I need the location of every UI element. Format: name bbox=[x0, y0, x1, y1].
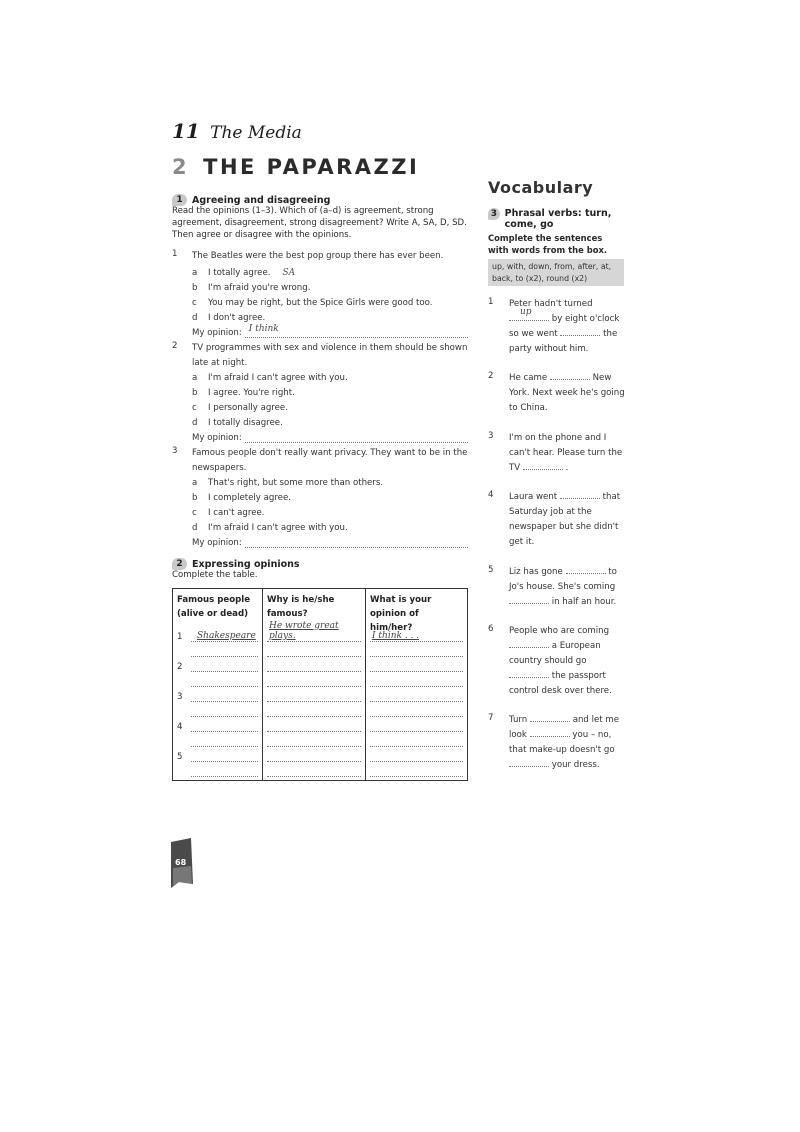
text: that Saturday job at the newspaper but she didn't get it. bbox=[509, 492, 621, 547]
option-letter: a bbox=[192, 268, 198, 278]
answer-blank[interactable] bbox=[509, 307, 549, 321]
option-text: I totally agree. bbox=[208, 268, 271, 278]
opinion-line[interactable] bbox=[172, 326, 468, 341]
lesson-title-text: THE PAPARAZZI bbox=[203, 155, 420, 179]
answer-blank[interactable] bbox=[267, 691, 361, 702]
text: People who are coming bbox=[509, 626, 610, 636]
text: to Jo's house. She's coming bbox=[509, 567, 617, 592]
answer-blank[interactable] bbox=[370, 676, 463, 687]
option bbox=[172, 266, 468, 281]
answer-blank[interactable] bbox=[560, 328, 600, 336]
table-row[interactable] bbox=[177, 672, 258, 687]
question-text: TV programmes with sex and violence in them should be shown late at night. bbox=[192, 343, 468, 368]
exercise-2-instruction: Complete the table. bbox=[172, 570, 258, 580]
option bbox=[172, 401, 468, 416]
text: Peter hadn't turned bbox=[509, 299, 593, 309]
opinion-line[interactable] bbox=[172, 536, 468, 551]
answer-blank[interactable] bbox=[530, 714, 570, 722]
table-row[interactable] bbox=[177, 747, 258, 762]
answer-blank[interactable] bbox=[370, 721, 463, 732]
option-text: I totally disagree. bbox=[208, 418, 283, 428]
opinion-label: My opinion: bbox=[192, 538, 242, 548]
column-header: Famous people (alive or dead) bbox=[177, 595, 251, 619]
question-number: 1 bbox=[172, 249, 178, 259]
text: your dress. bbox=[551, 760, 600, 770]
answer-blank[interactable] bbox=[191, 721, 258, 732]
option bbox=[172, 281, 468, 296]
text: and let me look bbox=[509, 715, 620, 740]
answer-blank[interactable] bbox=[509, 596, 549, 604]
answer-blank[interactable] bbox=[370, 661, 463, 672]
row-number: 3 bbox=[177, 692, 183, 702]
option bbox=[172, 506, 468, 521]
answer-blank[interactable] bbox=[523, 462, 563, 470]
table-row[interactable] bbox=[177, 702, 258, 717]
answer-blank[interactable] bbox=[191, 736, 258, 747]
opinion-line[interactable] bbox=[172, 431, 468, 446]
answer-blank[interactable] bbox=[267, 736, 361, 747]
answer-blank[interactable] bbox=[370, 631, 463, 642]
question bbox=[172, 446, 468, 476]
unit-header bbox=[172, 119, 302, 143]
exercise-badge: 2 bbox=[172, 558, 187, 570]
answer-blank[interactable] bbox=[509, 640, 549, 648]
exercise-3-heading bbox=[488, 208, 628, 230]
text: I'm on the phone and I can't hear. Please turn the TV bbox=[509, 433, 623, 473]
table-row[interactable] bbox=[177, 642, 258, 657]
option-text: That's right, but some more than others. bbox=[208, 478, 384, 488]
table-column-people bbox=[173, 589, 263, 780]
exercise-title: Phrasal verbs: turn, come, go bbox=[504, 208, 612, 230]
option-letter: a bbox=[192, 478, 198, 488]
item-number: 4 bbox=[488, 490, 494, 500]
lesson-number: 2 bbox=[172, 155, 190, 179]
question-text: The Beatles were the best pop group there has ever been. bbox=[192, 251, 444, 261]
question-number: 3 bbox=[172, 446, 178, 456]
option-text: I can't agree. bbox=[208, 508, 265, 518]
exercise-1-questions bbox=[172, 249, 468, 551]
answer-blank[interactable] bbox=[267, 621, 361, 642]
row-number: 4 bbox=[177, 722, 183, 732]
answer-blank[interactable] bbox=[191, 646, 258, 657]
option-text: I'm afraid I can't agree with you. bbox=[208, 523, 348, 533]
answer-blank[interactable] bbox=[267, 751, 361, 762]
item-number: 1 bbox=[488, 297, 494, 307]
answer-blank[interactable] bbox=[370, 691, 463, 702]
option-letter: c bbox=[192, 508, 197, 518]
exercise-badge: 3 bbox=[488, 208, 500, 220]
answer-blank[interactable] bbox=[267, 766, 361, 777]
text: the passport control desk over there. bbox=[509, 671, 612, 696]
text: in half an hour. bbox=[551, 597, 617, 607]
table-row[interactable] bbox=[177, 657, 258, 672]
table-column-opinion bbox=[366, 589, 467, 780]
opinion-blank[interactable] bbox=[245, 536, 468, 548]
option-text: I'm afraid you're wrong. bbox=[208, 283, 311, 293]
row-number: 2 bbox=[177, 662, 183, 672]
question-number: 2 bbox=[172, 341, 178, 351]
sentence-item bbox=[488, 565, 628, 610]
column-header: Why is he/she famous? bbox=[267, 595, 335, 619]
answer-blank[interactable] bbox=[191, 751, 258, 762]
option bbox=[172, 296, 468, 311]
option-letter: d bbox=[192, 523, 198, 533]
opinion-blank[interactable] bbox=[245, 431, 468, 443]
row-number: 5 bbox=[177, 752, 183, 762]
sentence-item bbox=[488, 297, 628, 357]
option-text: You may be right, but the Spice Girls were good too. bbox=[208, 298, 433, 308]
page-number: 68 bbox=[175, 858, 187, 867]
option-letter: c bbox=[192, 403, 197, 413]
text: Laura went bbox=[509, 492, 558, 502]
text: He came bbox=[509, 373, 548, 383]
exercise-title: Expressing opinions bbox=[192, 558, 300, 570]
table-row[interactable] bbox=[177, 687, 258, 702]
opinion-blank[interactable] bbox=[245, 326, 468, 338]
handwritten-answer[interactable]: SA bbox=[282, 268, 296, 278]
answer-blank[interactable] bbox=[267, 721, 361, 732]
answer-blank[interactable] bbox=[370, 736, 463, 747]
answer-blank[interactable] bbox=[191, 766, 258, 777]
answer-blank[interactable] bbox=[370, 646, 463, 657]
text: Liz has gone bbox=[509, 567, 563, 577]
vocabulary-title: Vocabulary bbox=[488, 178, 594, 197]
sentence-item bbox=[488, 371, 628, 416]
option-letter: b bbox=[192, 388, 198, 398]
sentence-item bbox=[488, 431, 628, 476]
option-text: I agree. You're right. bbox=[208, 388, 295, 398]
option-text: I personally agree. bbox=[208, 403, 288, 413]
column-header: What is your opinion of him/her? bbox=[370, 595, 432, 633]
handwritten-answer: Shakespeare bbox=[197, 631, 256, 641]
option-letter: b bbox=[192, 493, 198, 503]
exercise-3-instruction: Complete the sentences with words from the box. bbox=[488, 233, 608, 255]
option bbox=[172, 476, 468, 491]
handwritten-answer: I think . . . bbox=[372, 631, 420, 641]
answer-blank[interactable] bbox=[191, 631, 258, 642]
option bbox=[172, 386, 468, 401]
text: New York. Next week he's going to China. bbox=[509, 373, 625, 413]
answer-blank[interactable] bbox=[370, 751, 463, 762]
handwritten-answer: up bbox=[520, 307, 532, 317]
item-number: 6 bbox=[488, 624, 494, 634]
text: Turn bbox=[509, 715, 528, 725]
sentence-item bbox=[488, 624, 628, 699]
table-row[interactable] bbox=[177, 717, 258, 732]
exercise-1-instruction: Read the opinions (1–3). Which of (a–d) is agreement, strong agreement, disagreement, strong disagreement? Write A, SA, D, SD. Then agree or disagree with the opinions. bbox=[172, 206, 467, 240]
opinions-table bbox=[172, 588, 468, 781]
exercise-title: Agreeing and disagreeing bbox=[192, 194, 331, 206]
text: the party without him. bbox=[509, 329, 618, 354]
option bbox=[172, 491, 468, 506]
answer-blank[interactable] bbox=[530, 729, 570, 737]
unit-number: 11 bbox=[172, 119, 200, 143]
question bbox=[172, 341, 468, 371]
exercise-badge: 1 bbox=[172, 194, 187, 206]
option bbox=[172, 521, 468, 536]
option-letter: c bbox=[192, 298, 197, 308]
answer-blank[interactable] bbox=[560, 491, 600, 499]
option bbox=[172, 416, 468, 431]
answer-blank[interactable] bbox=[509, 759, 549, 767]
sentence-item bbox=[488, 713, 628, 773]
item-number: 7 bbox=[488, 713, 494, 723]
item-number: 5 bbox=[488, 565, 494, 575]
sentence-item bbox=[488, 490, 628, 550]
option-text: I don't agree. bbox=[208, 313, 266, 323]
answer-blank[interactable] bbox=[191, 676, 258, 687]
opinion-label: My opinion: bbox=[192, 433, 242, 443]
table-rows bbox=[177, 627, 258, 777]
table-row[interactable] bbox=[177, 762, 258, 777]
answer-blank[interactable] bbox=[566, 566, 606, 574]
option bbox=[172, 311, 468, 326]
table-rows bbox=[370, 627, 463, 777]
option-text: I'm afraid I can't agree with you. bbox=[208, 373, 348, 383]
handwritten-answer: He wrote great plays. bbox=[269, 621, 339, 641]
handwritten-answer: I think bbox=[248, 324, 279, 334]
table-row[interactable] bbox=[177, 627, 258, 642]
item-number: 2 bbox=[488, 371, 494, 381]
table-row[interactable] bbox=[177, 732, 258, 747]
answer-blank[interactable] bbox=[267, 661, 361, 672]
answer-blank[interactable] bbox=[191, 706, 258, 717]
answer-blank[interactable] bbox=[267, 706, 361, 717]
option-text: I completely agree. bbox=[208, 493, 291, 503]
answer-blank[interactable] bbox=[370, 766, 463, 777]
answer-blank[interactable] bbox=[550, 372, 590, 380]
question-text: Famous people don't really want privacy. They want to be in the newspapers. bbox=[192, 448, 468, 473]
option bbox=[172, 371, 468, 386]
text: by eight o'clock so we went bbox=[509, 314, 620, 339]
word-box: up, with, down, from, after, at, back, to (x2), round (x2) bbox=[488, 259, 624, 286]
answer-blank[interactable] bbox=[509, 670, 549, 678]
option-letter: b bbox=[192, 283, 198, 293]
lesson-title bbox=[172, 155, 419, 179]
answer-blank[interactable] bbox=[191, 661, 258, 672]
option-letter: d bbox=[192, 313, 198, 323]
answer-blank[interactable] bbox=[267, 646, 361, 657]
text: you – no, that make-up doesn't go bbox=[509, 730, 615, 755]
option-letter: d bbox=[192, 418, 198, 428]
unit-name: The Media bbox=[210, 123, 302, 143]
answer-blank[interactable] bbox=[267, 676, 361, 687]
option-letter: a bbox=[192, 373, 198, 383]
table-column-why bbox=[263, 589, 366, 780]
opinion-label: My opinion: bbox=[192, 328, 242, 338]
text: a European country should go bbox=[509, 641, 601, 666]
table-rows bbox=[267, 621, 361, 777]
answer-blank[interactable] bbox=[370, 706, 463, 717]
answer-blank[interactable] bbox=[191, 691, 258, 702]
item-number: 3 bbox=[488, 431, 494, 441]
row-number: 1 bbox=[177, 632, 183, 642]
text: . bbox=[565, 463, 569, 473]
question bbox=[172, 249, 468, 264]
